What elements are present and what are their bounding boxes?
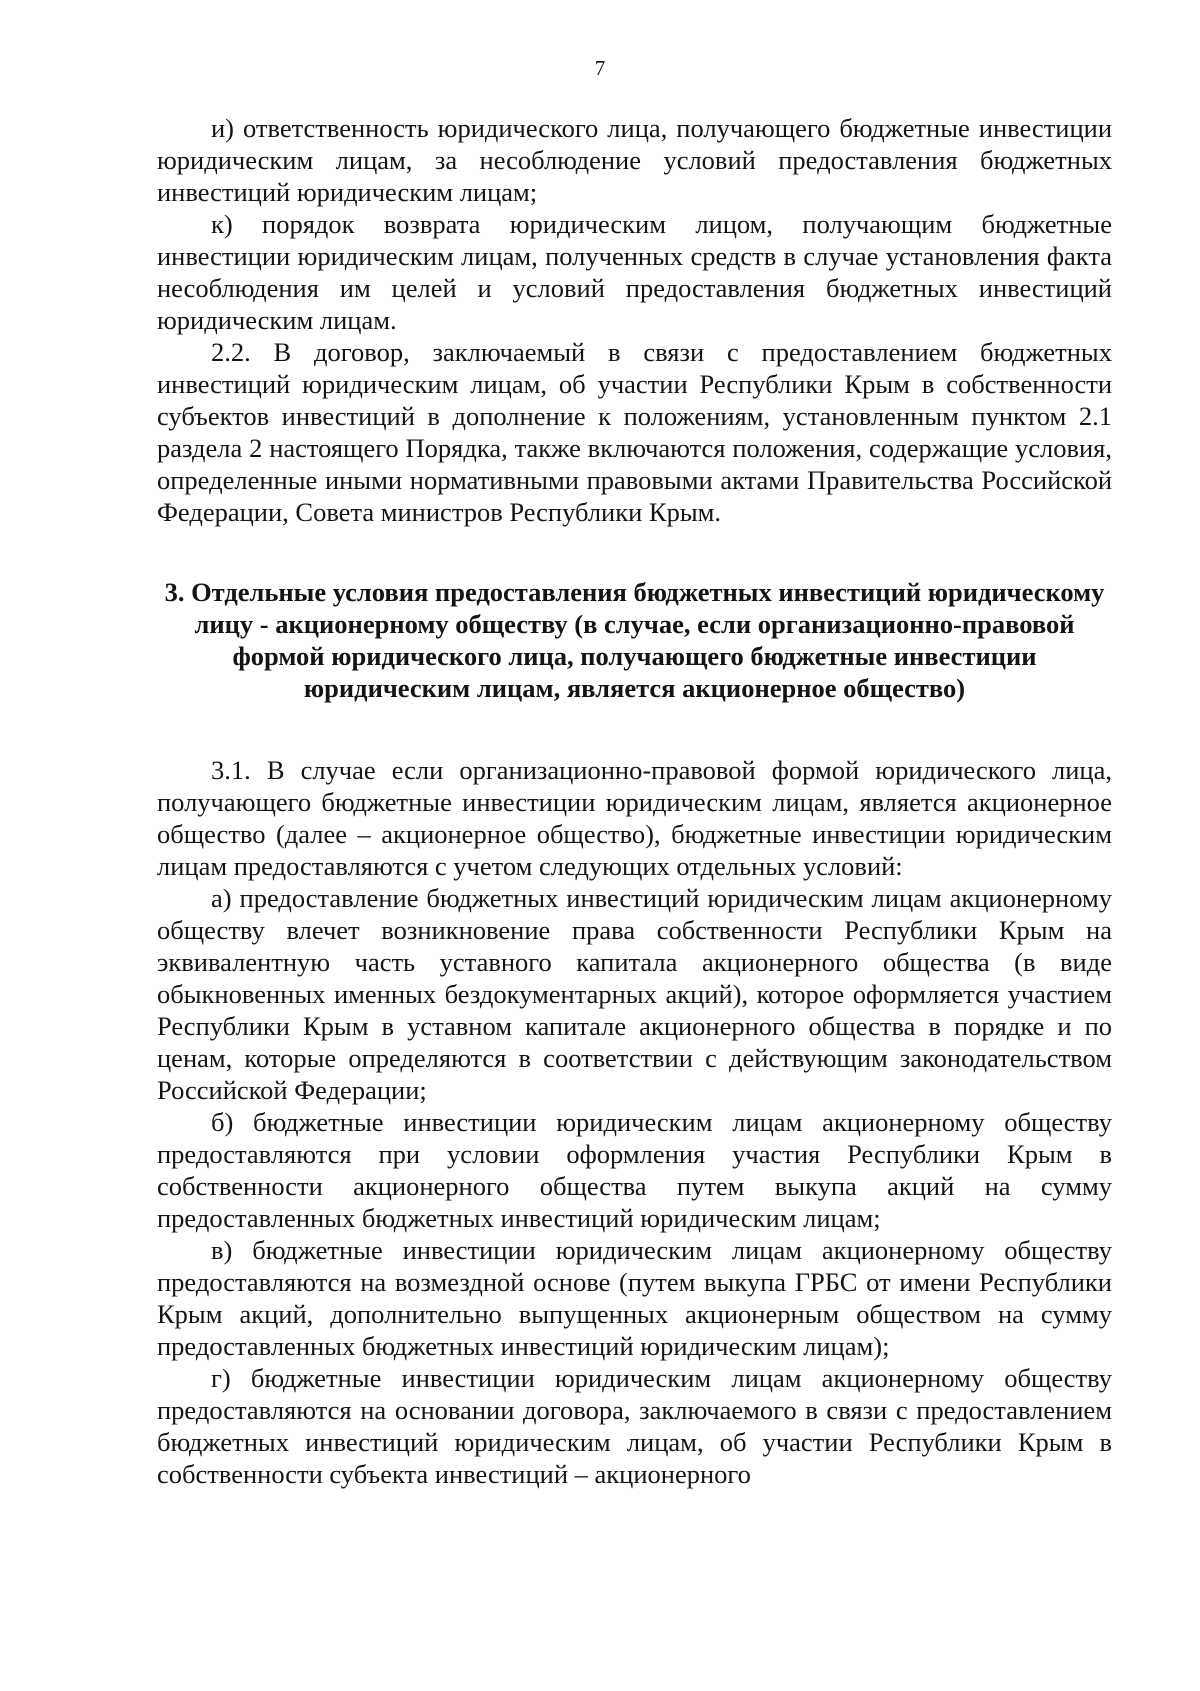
paragraph-3-1: 3.1. В случае если организационно-правовой формой юридического лица, получающего бюджетные инвестиции юридическим лицам, является акционерное общество (далее – акционерное общество), бюджетные инвестиции юридическим лицам предоставляются с учетом следующих отдельных условий:	[157, 755, 1112, 881]
paragraph-2-2: 2.2. В договор, заключаемый в связи с предоставлением бюджетных инвестиций юридическим лицам, об участии Республики Крым в собственности субъектов инвестиций в дополнение к положениям, установленным пунктом 2.1 раздела 2 настоящего Порядка, также включаются положения, содержащие условия, определенные иными нормативными правовыми актами Правительства Российской Федерации, Совета министров Республики Крым.	[157, 337, 1112, 527]
paragraph-item-i: и) ответственность юридического лица, получающего бюджетные инвестиции юридическим лицам, за несоблюдение условий предоставления бюджетных инвестиций юридическим лицам;	[157, 113, 1112, 207]
document-body	[157, 112, 1112, 1490]
paragraph-item-a: а) предоставление бюджетных инвестиций юридическим лицам акционерному обществу влечет возникновение права собственности Республики Крым на эквивалентную часть уставного капитала акционерного общества (в виде обыкновенных именных бездокументарных акций), которое оформляется участием Республики Крым в уставном капитале акционерного общества в порядке и по ценам, которые определяются в соответствии с действующим законодательством Российской Федерации;	[157, 883, 1112, 1105]
section-3-heading: 3. Отдельные условия предоставления бюджетных инвестиций юридическому лицу - акционерному обществу (в случае, если организационно-правовой формой юридического лица, получающего бюджетные инвестиции юридическим лицам, является акционерное общество)	[164, 577, 1105, 703]
paragraph-item-g: г) бюджетные инвестиции юридическим лицам акционерному обществу предоставляются на основании договора, заключаемого в связи с предоставлением бюджетных инвестиций юридическим лицам, об участии Республики Крым в собственности субъекта инвестиций – акционерного	[157, 1363, 1112, 1489]
paragraph-item-v: в) бюджетные инвестиции юридическим лицам акционерному обществу предоставляются на возмездной основе (путем выкупа ГРБС от имени Республики Крым акций, дополнительно выпущенных акционерным обществом на сумму предоставленных бюджетных инвестиций юридическим лицам);	[157, 1235, 1112, 1361]
paragraph-item-k: к) порядок возврата юридическим лицом, получающим бюджетные инвестиции юридическим лицам, полученных средств в случае установления факта несоблюдения им целей и условий предоставления бюджетных инвестиций юридическим лицам.	[157, 209, 1112, 335]
page-number: 7	[594, 56, 606, 80]
paragraph-item-b: б) бюджетные инвестиции юридическим лицам акционерному обществу предоставляются при условии оформления участия Республики Крым в собственности акционерного общества путем выкупа акций на сумму предоставленных бюджетных инвестиций юридическим лицам;	[157, 1107, 1112, 1233]
